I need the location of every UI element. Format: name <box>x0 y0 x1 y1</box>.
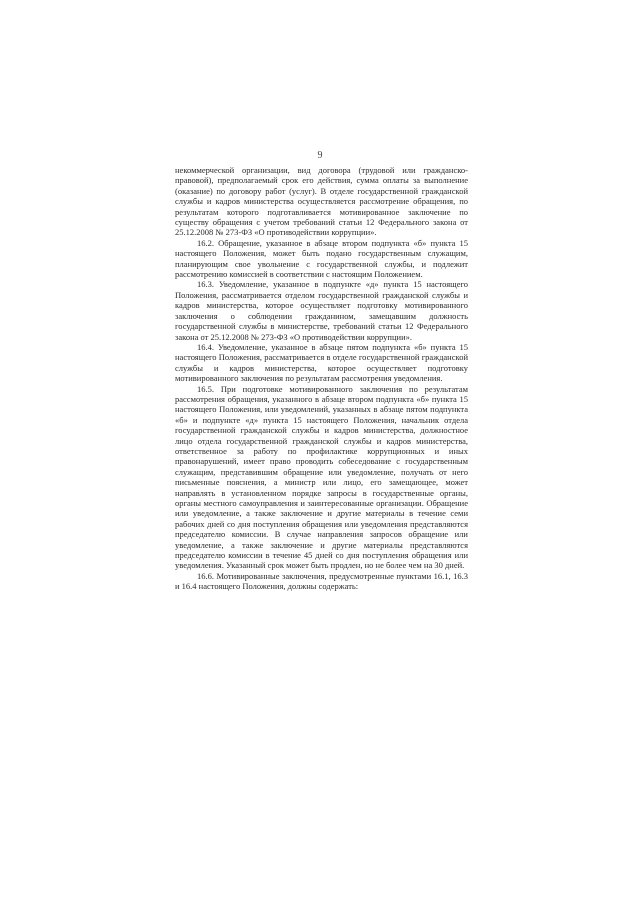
paragraph-16-3: 16.3. Уведомление, указанное в подпункте «д» пункта 15 настоящего Положения, рассматривается отделом государственной гражданской службы и кадров министерства, которое осуществляет подготовку мотивированного заключения о соблюдении гражданином, замещавшим должность государственной службы в министерстве, требований статьи 12 Федерального закона от 25.12.2008 № 273-ФЗ «О противодействии коррупции». <box>175 279 468 342</box>
page-number: 9 <box>317 150 323 161</box>
paragraph-16-6: 16.6. Мотивированные заключения, предусмотренные пунктами 16.1, 16.3 и 16.4 настоящего Положения, должны содержать: <box>175 570 468 592</box>
paragraph-16-2: 16.2. Обращение, указанное в абзаце втором подпункта «б» пункта 15 настоящего Положения, может быть подано государственным служащим, планирующим свое увольнение с государственной службы, и подлежит рассмотрению комиссией в соответствии с настоящим Положением. <box>175 237 468 280</box>
paragraph-16-5: 16.5. При подготовке мотивированного заключения по результатам рассмотрения обращения, указанного в абзаце втором подпункта «б» пункта 15 настоящего Положения, или уведомлений, указанных в абзаце пятом подпункта «б» и подпункте «д» пункта 15 настоящего Положения, начальник отдела государственной гражданской службы и кадров министерства, должностное лицо отдела государственной гражданской службы и кадров министерства, ответственное за работу по профилактике коррупционных и иных правонарушений, имеет право проводить собеседование с государственным служащим, представившим обращение или уведомление, получать от него письменные пояснения, а министр или лицо, его замещающее, может направлять в установленном порядке запросы в государственные органы, органы местного самоуправления и заинтересованные организации. Обращение или уведомление, а также заключение и другие материалы в течение семи рабочих дней со дня поступления обращения или уведомления представляются председателю комиссии. В случае направления запросов обращение или уведомление, а также заключение и другие материалы представляются председателю комиссии в течение 45 дней со дня поступления обращения или уведомления. Указанный срок может быть продлен, но не более чем на 30 дней. <box>175 383 468 571</box>
paragraph-16-4: 16.4. Уведомление, указанное в абзаце пятом подпункта «б» пункта 15 настоящего Положения, рассматривается в отделе государственной гражданской службы и кадров министерства, которое осуществляет подготовку мотивированного заключения по результатам рассмотрения уведомления. <box>175 341 468 384</box>
document-body <box>175 165 468 592</box>
paragraph-continuation: некоммерческой организации, вид договора (трудовой или гражданско-правовой), предполагаемый срок его действия, сумма оплаты за выполнение (оказание) по договору работ (услуг). В отделе государственной гражданской службы и кадров министерства осуществляется рассмотрение обращения, по результатам которого подготавливается мотивированное заключение по существу обращения с учетом требований статьи 12 Федерального закона от 25.12.2008 № 273-ФЗ «О противодействии коррупции». <box>175 165 468 238</box>
